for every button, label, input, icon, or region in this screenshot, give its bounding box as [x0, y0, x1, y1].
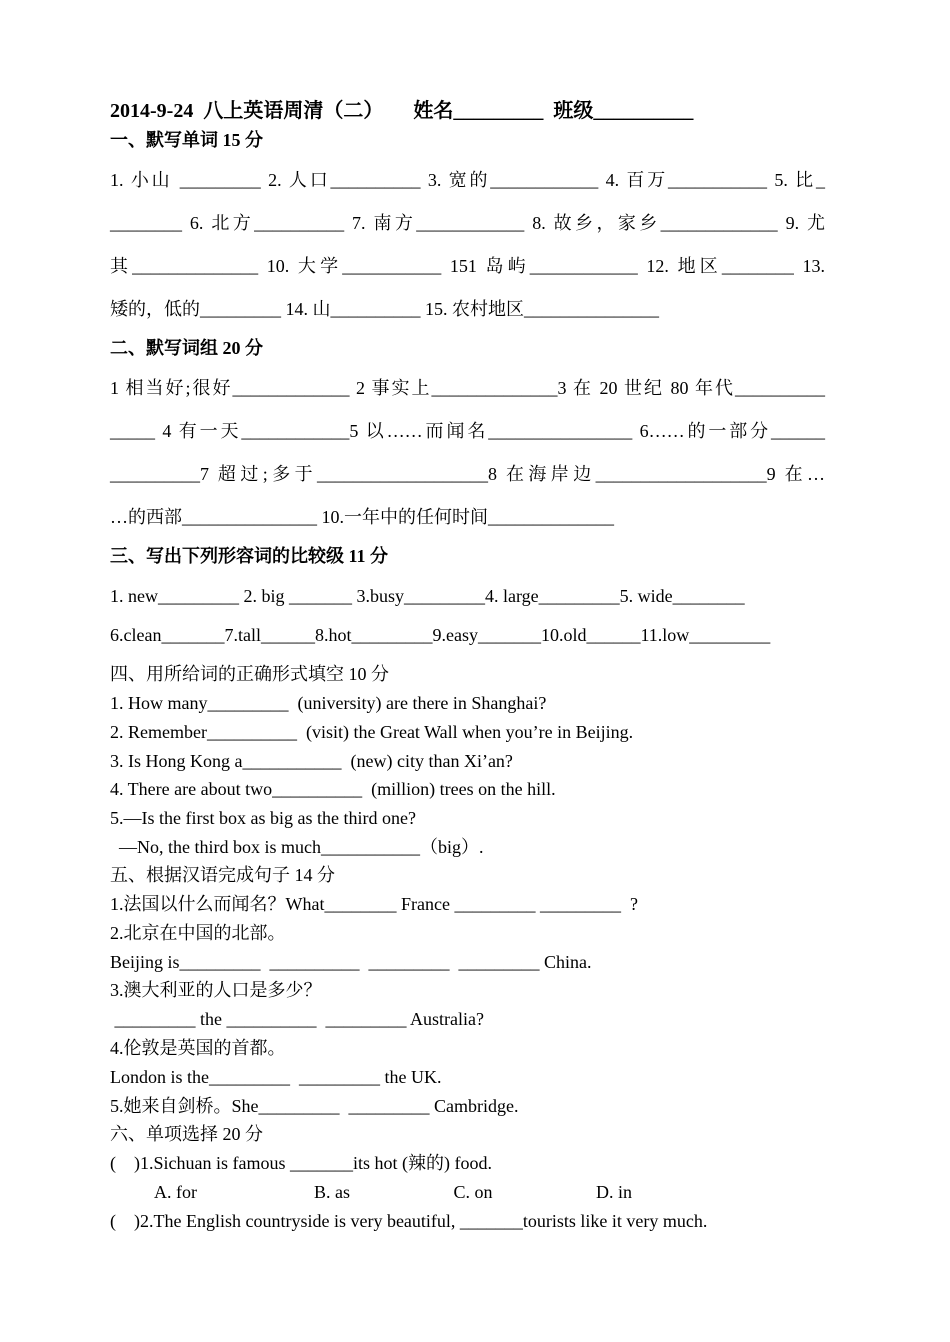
section-4-line-5: 5.—Is the first box as big as the third one? — [110, 808, 416, 828]
section-5-line-2: 2.北京在中国的北部。 — [110, 923, 286, 943]
section-1-line-3: 其______________ 10. 大学___________ 151 岛屿____________ 12. 地区________ 13. — [110, 256, 825, 276]
section-2-line-4: …的西部_______________ 10.一年中的任何时间______________ — [110, 507, 614, 527]
section-heading-1: 一、默写单词 15 分 — [110, 130, 263, 150]
section-3-line-2: 6.clean_______7.tall______8.hot_________9.easy_______10.old______11.low_________ — [110, 625, 771, 645]
page-title: 2014-9-24 八上英语周清（二） 姓名_________ 班级__________ — [110, 100, 694, 122]
section-4-line-2: 2. Remember__________ (visit) the Great Wall when you’re in Beijing. — [110, 722, 634, 742]
section-5-line-1: 1.法国以什么而闻名？What________ France _________ _________ ? — [110, 894, 638, 914]
section-6-line-1: ( )1.Sichuan is famous _______its hot (辣的) food. — [110, 1153, 492, 1173]
section-5-line-8: 5.她来自剑桥。She_________ _________ Cambridge. — [110, 1096, 519, 1116]
section-5-line-3: Beijing is_________ __________ _________ _________ China. — [110, 952, 592, 972]
section-4-line-1: 1. How many_________ (university) are there in Shanghai? — [110, 693, 547, 713]
section-heading-6: 六、单项选择 20 分 — [110, 1124, 263, 1144]
section-1-line-1: 1. 小山 _________ 2. 人口__________ 3. 宽的____________ 4. 百万___________ 5. 比_ — [110, 170, 825, 190]
section-5-line-6: 4.伦敦是英国的首都。 — [110, 1038, 286, 1058]
section-heading-4: 四、用所给词的正确形式填空 10 分 — [110, 664, 389, 684]
section-2-line-3: __________7 超过;多于___________________8 在海岸边___________________9 在… — [110, 464, 825, 484]
section-heading-3: 三、写出下列形容词的比较级 11 分 — [110, 546, 389, 566]
section-4-line-3: 3. Is Hong Kong a___________ (new) city than Xi’an? — [110, 751, 513, 771]
section-6-line-2: A. for B. as C. on D. in — [110, 1182, 632, 1202]
section-4-line-6: —No, the third box is much___________（big）. — [110, 837, 484, 857]
section-5-line-5: _________ the __________ _________ Australia? — [110, 1009, 484, 1029]
section-heading-2: 二、默写词组 20 分 — [110, 338, 263, 358]
section-4-line-4: 4. There are about two__________ (million) trees on the hill. — [110, 779, 556, 799]
section-3-line-1: 1. new_________ 2. big _______ 3.busy_________4. large_________5. wide________ — [110, 586, 745, 606]
section-5-line-7: London is the_________ _________ the UK. — [110, 1067, 442, 1087]
section-6-line-3: ( )2.The English countryside is very beautiful, _______tourists like it very much. — [110, 1211, 708, 1231]
section-heading-5: 五、根据汉语完成句子 14 分 — [110, 865, 335, 885]
section-1-line-2: ________ 6. 北方__________ 7. 南方____________ 8. 故乡，家乡_____________ 9. 尤 — [110, 213, 825, 233]
section-2-line-2: _____ 4 有一天____________5 以……而闻名________________ 6……的一部分______ — [110, 421, 825, 441]
section-5-line-4: 3.澳大利亚的人口是多少？ — [110, 980, 322, 1000]
section-2-line-1: 1 相当好;很好_____________ 2 事实上______________3 在 20 世纪 80 年代__________ — [110, 378, 825, 398]
section-1-line-4: 矮的，低的_________ 14. 山__________ 15. 农村地区_______________ — [110, 299, 659, 319]
